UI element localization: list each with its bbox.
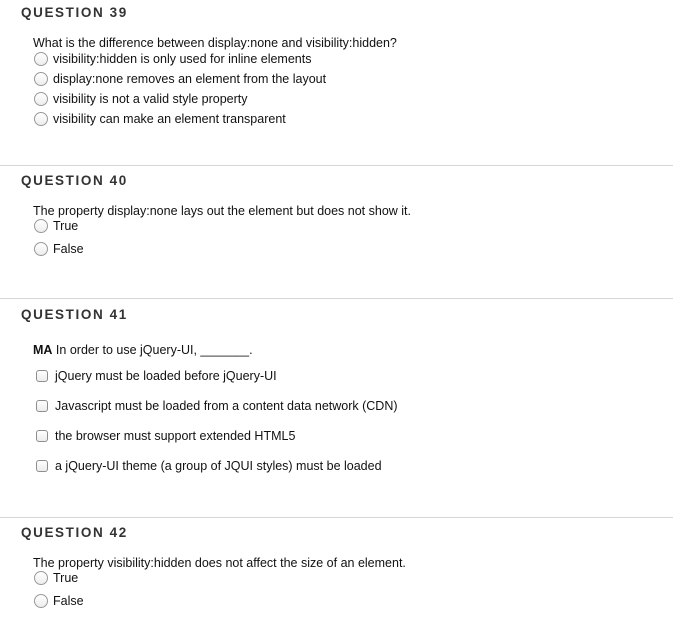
question-41-prompt-text: In order to use jQuery-UI, _______. — [52, 343, 253, 357]
option-label: True — [53, 219, 79, 233]
option-label: display:none removes an element from the layout — [53, 72, 327, 86]
checkbox[interactable] — [36, 370, 48, 382]
radio-button[interactable] — [34, 92, 48, 106]
question-41-heading: QUESTION 41 — [21, 307, 128, 322]
question-41-prompt — [33, 343, 253, 357]
option-label: True — [53, 571, 79, 585]
radio-button[interactable] — [34, 219, 48, 233]
radio-button[interactable] — [34, 242, 48, 256]
question-40-heading: QUESTION 40 — [21, 173, 128, 188]
question-41-option-3[interactable] — [34, 427, 295, 445]
question-39-option-1[interactable] — [34, 50, 311, 68]
option-label: Javascript must be loaded from a content data network (CDN) — [55, 399, 398, 413]
question-42-option-true[interactable] — [34, 569, 78, 587]
option-label: jQuery must be loaded before jQuery-UI — [55, 369, 277, 383]
option-label: False — [53, 242, 84, 256]
question-41-option-4[interactable] — [34, 457, 382, 475]
option-label: visibility can make an element transparent — [53, 112, 286, 126]
question-42-heading: QUESTION 42 — [21, 525, 128, 540]
checkbox[interactable] — [36, 430, 48, 442]
radio-button[interactable] — [34, 52, 48, 66]
question-39-option-2[interactable] — [34, 70, 326, 88]
question-42-prompt: The property visibility:hidden does not affect the size of an element. — [33, 556, 406, 570]
question-39-heading: QUESTION 39 — [21, 5, 128, 20]
option-label: the browser must support extended HTML5 — [55, 429, 296, 443]
radio-button[interactable] — [34, 72, 48, 86]
question-divider — [0, 298, 673, 299]
question-41-option-1[interactable] — [34, 367, 277, 385]
radio-button[interactable] — [34, 571, 48, 585]
question-42-option-false[interactable] — [34, 592, 84, 610]
radio-button[interactable] — [34, 594, 48, 608]
checkbox[interactable] — [36, 400, 48, 412]
option-label: False — [53, 594, 84, 608]
question-40-prompt: The property display:none lays out the element but does not show it. — [33, 204, 412, 218]
option-label: a jQuery-UI theme (a group of JQUI styles) must be loaded — [55, 459, 382, 473]
checkbox[interactable] — [36, 460, 48, 472]
option-label: visibility:hidden is only used for inline elements — [53, 52, 312, 66]
question-divider — [0, 165, 673, 166]
question-39-prompt: What is the difference between display:none and visibility:hidden? — [33, 36, 397, 50]
question-39-option-4[interactable] — [34, 110, 286, 128]
question-divider — [0, 517, 673, 518]
multiple-answer-tag: MA — [33, 343, 53, 357]
question-40-option-true[interactable] — [34, 217, 78, 235]
question-40-option-false[interactable] — [34, 240, 84, 258]
question-39-option-3[interactable] — [34, 90, 248, 108]
question-41-option-2[interactable] — [34, 397, 398, 415]
radio-button[interactable] — [34, 112, 48, 126]
option-label: visibility is not a valid style property — [53, 92, 248, 106]
